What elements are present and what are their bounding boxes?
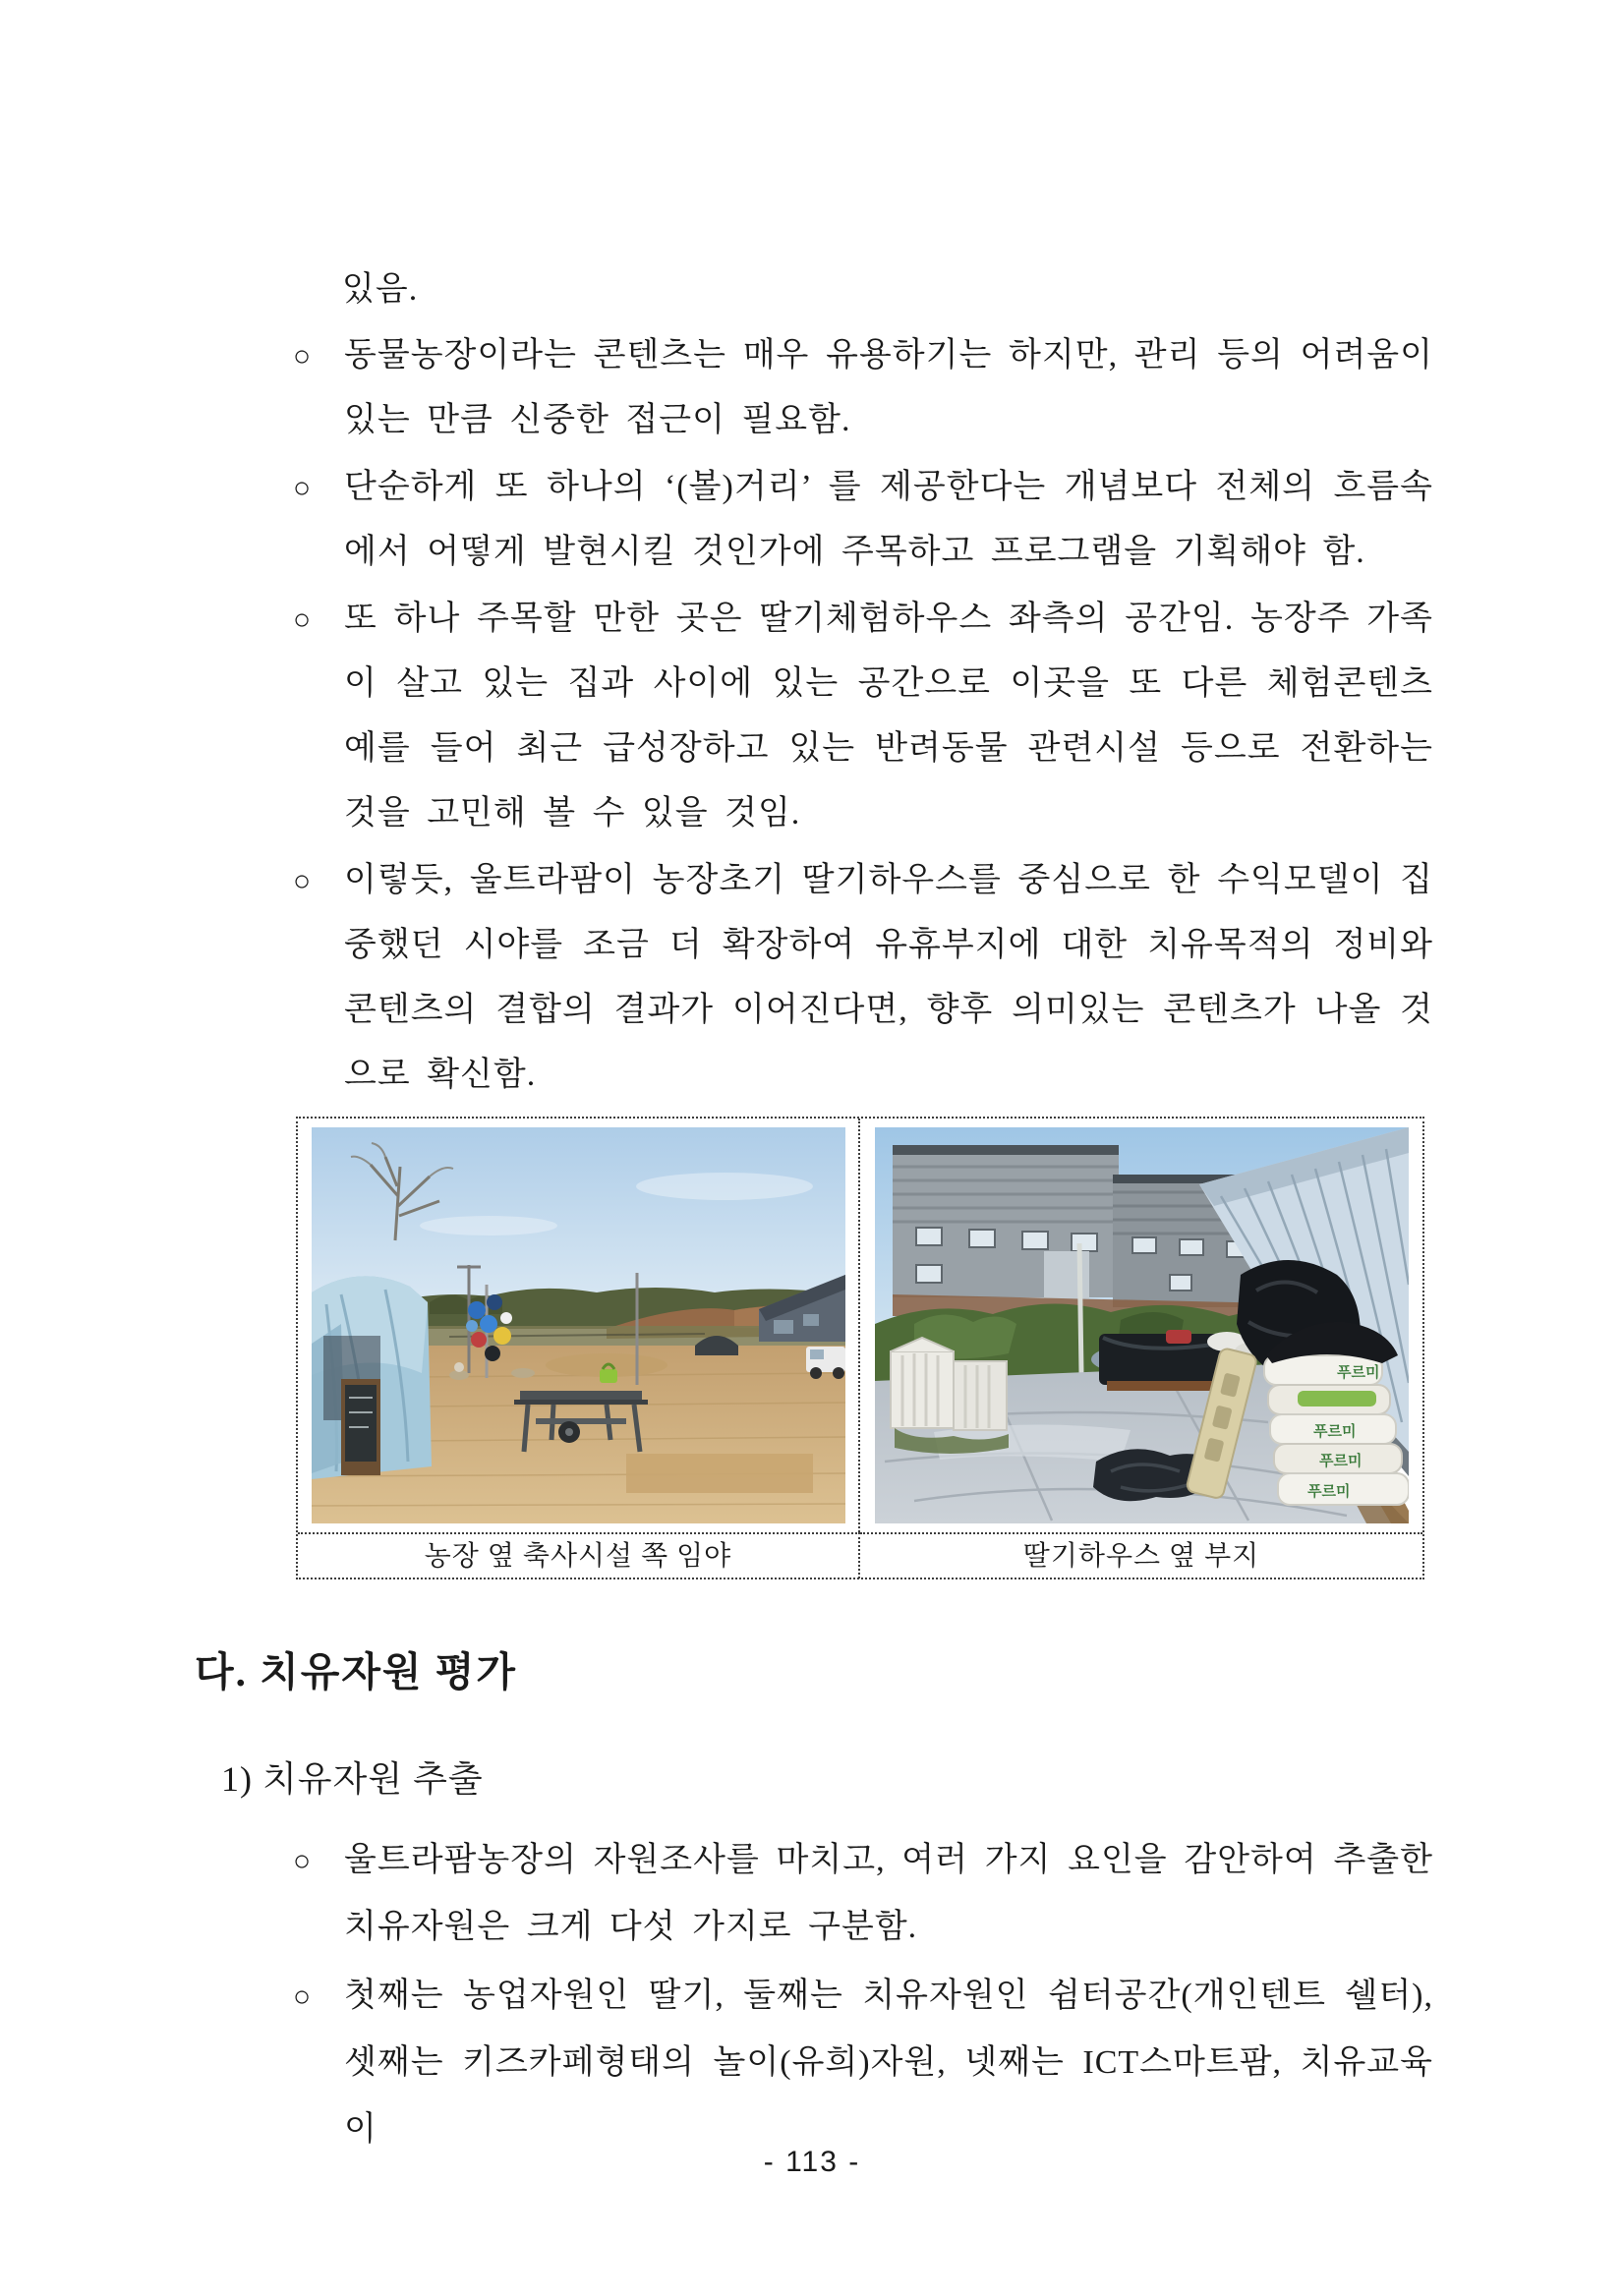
caption-left bbox=[298, 1532, 860, 1578]
bullet-list-top bbox=[293, 323, 1433, 1110]
bullet-text: 울트라팜농장의 자원조사를 마치고, 여러 가지 요인을 감안하여 추출한 치유자원은 크게 다섯 가지로 구분함. bbox=[344, 1842, 1433, 1945]
subsection-heading: 1) 치유자원 추출 bbox=[221, 1759, 484, 1799]
sack-label-text: 푸르미 bbox=[1318, 1453, 1362, 1469]
bullet-item bbox=[293, 1963, 1433, 2163]
bullet-text: 또 하나 주목할 만한 곳은 딸기체험하우스 좌측의 공간임. 농장주 가족이 살고 있는 집과 사이에 있는 공간으로 이곳을 또 다른 체험콘텐츠 예를 들어 최근 급성장하고 있는 반려동물 관련시설 등으로 전환하는 것을 고민해 볼 수 있을 것임. bbox=[344, 601, 1433, 832]
photo-cell-left bbox=[298, 1119, 860, 1532]
circle-bullet-icon: ○ bbox=[293, 472, 313, 504]
sack-label-text: 푸르미 bbox=[1336, 1364, 1379, 1381]
bullet-item bbox=[293, 1827, 1433, 1961]
circle-bullet-icon: ○ bbox=[293, 1980, 313, 2013]
strawberry-house-site-photo bbox=[875, 1127, 1409, 1523]
circle-bullet-icon: ○ bbox=[293, 603, 313, 636]
circle-bullet-icon: ○ bbox=[293, 340, 313, 373]
photo-table bbox=[296, 1117, 1424, 1579]
bullet-item bbox=[293, 323, 1433, 453]
sack-label-text: 푸르미 bbox=[1312, 1423, 1356, 1440]
farm-yard-photo bbox=[312, 1127, 845, 1523]
page-number: - 113 - bbox=[763, 2146, 861, 2178]
intro-line: 있음. bbox=[342, 271, 419, 308]
caption-right-text: 딸기하우스 옆 부지 bbox=[1022, 1541, 1260, 1572]
caption-left-text: 농장 옆 축사시설 쪽 임야 bbox=[424, 1541, 732, 1572]
bullet-item bbox=[293, 848, 1433, 1108]
sack-label-text: 푸르미 bbox=[1306, 1483, 1350, 1500]
circle-bullet-icon: ○ bbox=[293, 1845, 313, 1877]
bullet-text: 이렇듯, 울트라팜이 농장초기 딸기하우스를 중심으로 한 수익모델이 집중했던 시야를 조금 더 확장하여 유휴부지에 대한 치유목적의 정비와 콘텐츠의 결합의 결과가 이어진다면, 향후 의미있는 콘텐츠가 나올 것으로 확신함. bbox=[344, 862, 1433, 1093]
bullet-list-bottom bbox=[293, 1827, 1433, 2165]
caption-right bbox=[860, 1532, 1422, 1578]
circle-bullet-icon: ○ bbox=[293, 865, 313, 897]
section-heading: 다. 치유자원 평가 bbox=[195, 1649, 517, 1694]
photo-cell-right bbox=[860, 1119, 1422, 1532]
bullet-text: 단순하게 또 하나의 ‘(볼)거리’ 를 제공한다는 개념보다 전체의 흐름속에서 어떻게 발현시킬 것인가에 주목하고 프로그램을 기획해야 함. bbox=[344, 469, 1433, 570]
bullet-text: 동물농장이라는 콘텐츠는 매우 유용하기는 하지만, 관리 등의 어려움이 있는 만큼 신중한 접근이 필요함. bbox=[344, 337, 1433, 438]
bullet-item bbox=[293, 455, 1433, 585]
bullet-text: 첫째는 농업자원인 딸기, 둘째는 치유자원인 쉼터공간(개인텐트 쉘터), 셋째는 키즈카페형태의 놀이(유희)자원, 넷째는 ICT스마트팜, 치유교육이 bbox=[344, 1978, 1433, 2148]
bullet-item bbox=[293, 587, 1433, 846]
